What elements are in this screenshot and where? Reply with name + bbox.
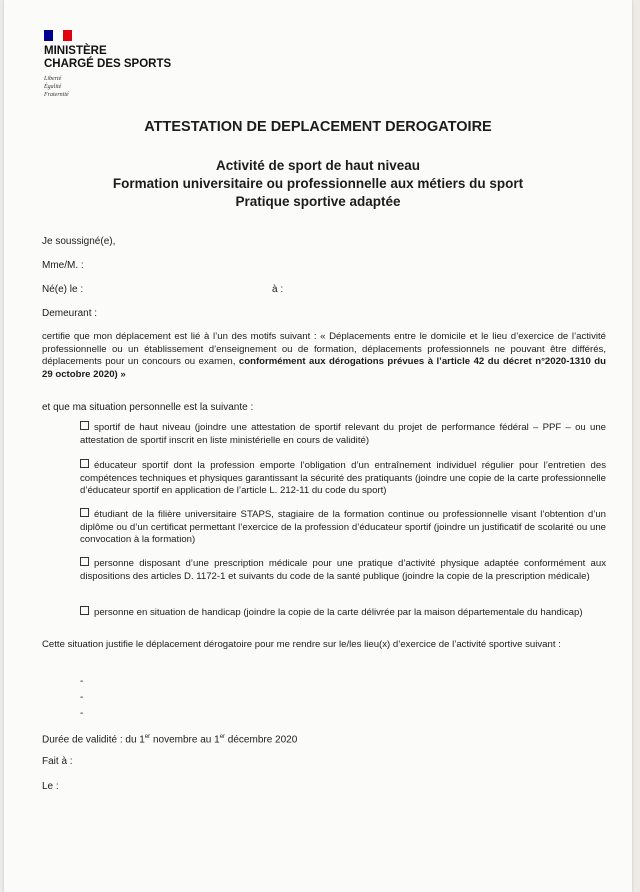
list-item: -	[80, 692, 84, 703]
checkbox[interactable]	[80, 557, 89, 566]
option-sportif-haut-niveau	[80, 421, 606, 447]
ministry-name	[44, 45, 171, 71]
ministry-line-2: CHARGÉ DES SPORTS	[44, 58, 172, 70]
french-flag-logo	[44, 30, 72, 41]
field-soussigne: Je soussigné(e),	[42, 236, 116, 247]
field-fait-a: Fait à :	[42, 756, 73, 767]
document-title: ATTESTATION DE DEPLACEMENT DEROGATOIRE	[144, 119, 492, 135]
option-prescription-medicale	[80, 557, 606, 583]
certify-bold: conformément aux dérogations prévues à l’article 42 du décret n°2020-1310 du 29 octobre 2020) »	[42, 356, 607, 380]
justify-paragraph: Cette situation justifie le déplacement dérogatoire pour me rendre sur le/les lieu(x) d’exercice de l’activité sportive suivant :	[42, 639, 561, 650]
option-text: personne en situation de handicap (joindre la copie de la carte délivrée par la maison départementale du handicap)	[94, 607, 583, 618]
validity-line	[42, 734, 297, 745]
list-item: -	[80, 676, 84, 687]
validity-middle: novembre au 1	[150, 734, 220, 746]
option-text: étudiant de la filière universitaire STAPS, stagiaire de la formation continue ou professionnelle visant l’obtention d’un diplôme ou d’un certificat permettant l’exercice de la profession d’éducateur sportif (joindre un justificatif de scolarité ou une convocation à la formation)	[80, 509, 606, 545]
field-address: Demeurant :	[42, 308, 98, 319]
option-etudiant-staps	[80, 508, 606, 547]
field-born: Né(e) le :	[42, 284, 84, 295]
option-text: sportif de haut niveau (joindre une attestation de sportif relevant du projet de performance fédéral – PPF – ou une attestation de sportif inscrit en liste ministérielle en cours de validité)	[80, 422, 606, 446]
certify-paragraph	[42, 331, 606, 381]
list-item: -	[80, 708, 84, 719]
subtitle-pratique-adaptee: Pratique sportive adaptée	[235, 194, 401, 209]
validity-sup-2: er	[219, 734, 226, 740]
option-text: éducateur sportif dont la profession emporte l’obligation d’un entraînement individuel régulier pour l’entretien des compétences techniques et physiques garantissant la sécurité des pratiquants (joindre une copie de la carte professionnelle d’éducateur sportif en application de l’article L. 212-11 du code du sport)	[80, 460, 606, 496]
motto-fraternite: Fraternité	[44, 92, 69, 98]
subtitle-formation: Formation universitaire ou professionnelle aux métiers du sport	[112, 176, 524, 191]
ministry-line-1: MINISTÈRE	[44, 45, 107, 57]
motto-liberte: Liberté	[44, 76, 62, 82]
republic-motto	[44, 75, 69, 99]
certify-text: certifie que mon déplacement est lié à l’un des motifs suivant : « Déplacements entre le domicile et le lieu d’exercice de l’activité professionnelle ou un établissement d’enseignement ou de formation, déplacements professionnels ne pouvant être différés, déplacements pour un concours ou examen,	[42, 331, 606, 367]
situation-intro: et que ma situation personnelle est la suivante :	[42, 402, 254, 413]
field-name: Mme/M. :	[42, 260, 84, 271]
validity-sup-1: er	[144, 734, 151, 740]
checkbox[interactable]	[80, 459, 89, 468]
option-educateur-sportif	[80, 459, 606, 498]
motto-egalite: Égalité	[44, 84, 62, 90]
subtitle-haut-niveau: Activité de sport de haut niveau	[215, 158, 421, 173]
validity-prefix: Durée de validité : du 1	[42, 734, 145, 746]
checkbox[interactable]	[80, 421, 89, 430]
field-le: Le :	[42, 781, 59, 792]
option-text: personne disposant d’une prescription médicale pour une pratique d’activité physique adaptée conformément aux dispositions des articles D. 1172-1 et suivants du code de la santé publique (joindre la copie de la prescription médicale)	[80, 558, 606, 582]
checkbox[interactable]	[80, 508, 89, 517]
checkbox[interactable]	[80, 606, 89, 615]
attestation-page	[4, 0, 632, 892]
option-handicap	[80, 606, 606, 620]
validity-suffix: décembre 2020	[225, 734, 298, 746]
field-born-at: à :	[272, 284, 284, 295]
